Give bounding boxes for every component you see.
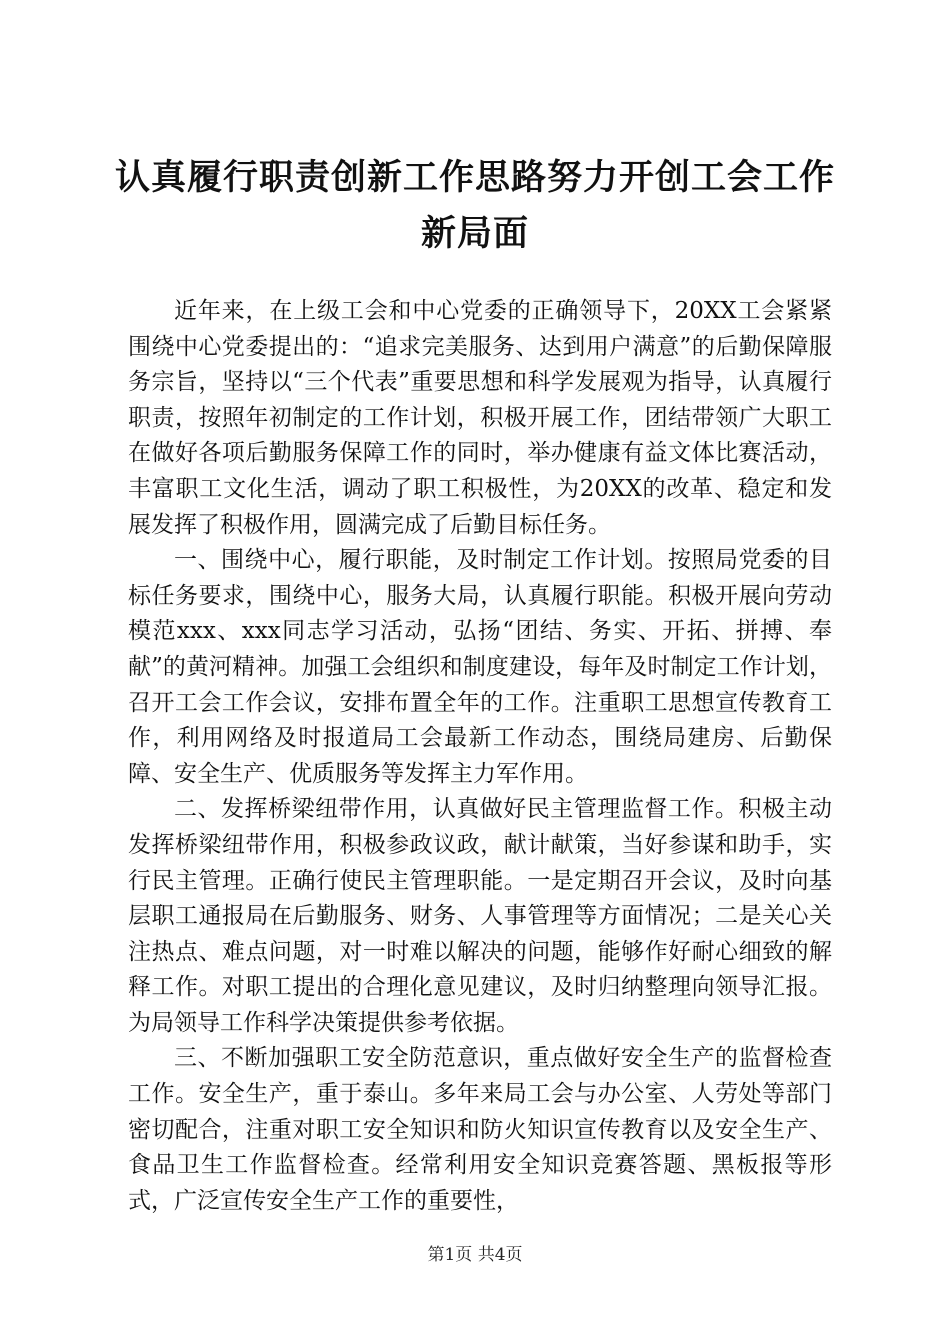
page-number-footer: 第1页 共4页 [427,1245,523,1265]
document-body [128,294,832,1219]
document-title [110,150,840,262]
title-line-1: 认真履行职责创新工作思路努力开创工会工作 [114,157,835,198]
paragraph-section-3: 三、不断加强职工安全防范意识，重点做好安全生产的监督检查工作。安全生产，重于泰山。多年来局工会与办公室、人劳处等部门密切配合，注重对职工安全知识和防火知识宣传教育以及安全生产、食品卫生工作监督检查。经常利用安全知识竞赛答题、黑板报等形式，广泛宣传安全生产工作的重要性， [128,1045,832,1214]
paragraph-section-2: 二、发挥桥梁纽带作用，认真做好民主管理监督工作。积极主动发挥桥梁纽带作用，积极参政议政，献计献策，当好参谋和助手，实行民主管理。正确行使民主管理职能。一是定期召开会议，及时向基层职工通报局在后勤服务、财务、人事管理等方面情况；二是关心关注热点、难点问题，对一时难以解决的问题，能够作好耐心细致的解释工作。对职工提出的合理化意见建议，及时归纳整理向领导汇报。为局领导工作科学决策提供参考依据。 [128,796,832,1036]
paragraph-intro: 近年来，在上级工会和中心党委的正确领导下，20XX工会紧紧围绕中心党委提出的：“追求完美服务、达到用户满意”的后勤保障服务宗旨，坚持以“三个代表”重要思想和科学发展观为指导，认真履行职责，按照年初制定的工作计划，积极开展工作，团结带领广大职工在做好各项后勤服务保障工作的同时，举办健康有益文体比赛活动，丰富职工文化生活，调动了职工积极性，为20XX的改革、稳定和发展发挥了积极作用，圆满完成了后勤目标任务。 [128,298,832,538]
title-line-2: 新局面 [420,213,529,254]
paragraph-section-1: 一、围绕中心，履行职能，及时制定工作计划。按照局党委的目标任务要求，围绕中心，服务大局，认真履行职能。积极开展向劳动模范xxx、xxx同志学习活动，弘扬“团结、务实、开拓、拼搏、奉献”的黄河精神。加强工会组织和制度建设，每年及时制定工作计划，召开工会工作会议，安排布置全年的工作。注重职工思想宣传教育工作，利用网络及时报道局工会最新工作动态，围绕局建房、后勤保障、安全生产、优质服务等发挥主力军作用。 [128,547,832,787]
